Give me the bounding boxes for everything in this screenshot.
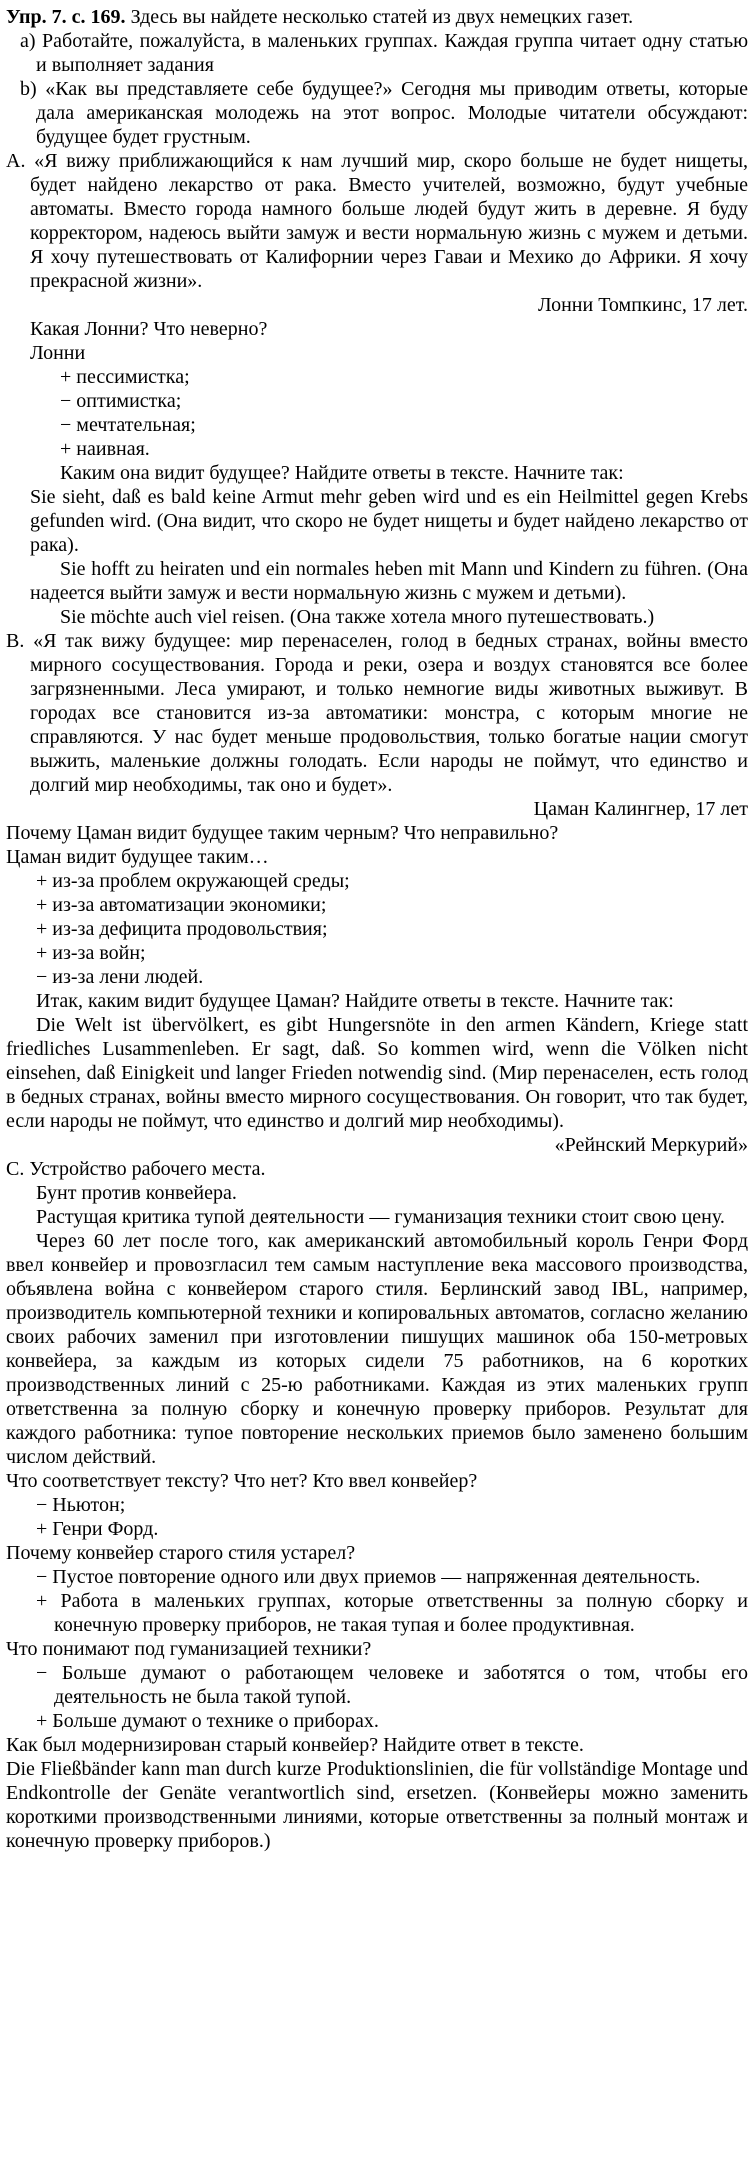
answer-option	[36, 917, 748, 941]
text-content: Sie hofft zu heiraten und ein normales heben mit Mann und Kindern zu führen. (Она надеется выйти замуж и вести нормальную жизнь с мужем и детьми).	[30, 558, 748, 604]
text-content: из-за войн;	[52, 942, 146, 964]
item-marker: +	[36, 918, 48, 940]
text-content: Почему конвейер старого стиля устарел?	[6, 1542, 356, 1564]
text-content: Лонни Томпкинс, 17 лет.	[538, 294, 748, 316]
exercise-header	[6, 5, 748, 29]
item-marker: +	[36, 894, 48, 916]
item-marker: −	[36, 1662, 48, 1684]
text-line	[30, 317, 748, 341]
attribution	[6, 293, 748, 317]
answer-option	[36, 941, 748, 965]
text-content: Здесь вы найдете несколько статей из двух немецких газет.	[130, 6, 634, 28]
text-content: Sie sieht, daß es bald keine Armut mehr geben wird und es ein Heilmittel gegen Krebs gefunden wird. (Она видит, что скоро не будет нищеты и будет найдено лекарство от рака).	[30, 486, 748, 556]
question-line	[6, 1637, 748, 1661]
text-content: мечтательная;	[76, 414, 196, 436]
answer-option	[36, 1661, 748, 1709]
item-marker: +	[36, 1590, 48, 1612]
text-content: Цаман видит будущее таким…	[6, 846, 269, 868]
text-content: Больше думают о технике о приборах.	[52, 1710, 379, 1732]
text-content: Пустое повторение одного или двух приемов — напряженная деятельность.	[52, 1566, 701, 1588]
text-content: Ньютон;	[52, 1494, 126, 1516]
attribution	[6, 797, 748, 821]
text-content: Итак, каким видит будущее Цаман? Найдите ответы в тексте. Начните так:	[36, 990, 674, 1012]
text-content: «Я вижу приближающийся к нам лучший мир, скоро больше не будет нищеты, будет найдено лекарство от рака. Вместо учителей, возможно, будут учебные автоматы. Вместо города намного больше людей будут жить в деревне. Я буду корректором, надеюсь выйти замуж и вести нормальную жизнь с мужем и детьми. Я хочу путешествовать от Калифорнии через Гаваи и Мехико до Африки. Я хочу прекрасной жизни».	[30, 150, 748, 292]
text-content: Какая Лонни? Что неверно?	[30, 318, 268, 340]
item-marker: A.	[6, 150, 26, 172]
text-content: Die Welt ist übervölkert, es gibt Hungersnöte in den armen Kändern, Kriege statt friedliches Lusammenleben. Er sagt, daß. So kommen wird, wenn die Völken nicht einsehen, daß Einigkeit und langer Frieden notwendig sind. (Мир перенаселен, есть голод в бедных странах, войны вместо мирного сосуществования. Он говорит, что так будет, если народы не поймут, что единство и долгий мир необходимы).	[6, 1014, 748, 1132]
answer-option	[36, 965, 748, 989]
question-line	[6, 1757, 748, 1853]
text-paragraph	[30, 605, 748, 629]
text-content: оптимистка;	[76, 390, 182, 412]
text-line	[30, 485, 748, 557]
task-item	[20, 29, 749, 77]
text-paragraph	[30, 557, 748, 605]
text-content: Работа в маленьких группах, которые ответственны за полную сборку и конечную проверку приборов, не такая тупая и более продуктивная.	[54, 1590, 749, 1636]
text-content: из-за проблем окружающей среды;	[52, 870, 350, 892]
item-marker: −	[36, 1566, 48, 1588]
item-marker: +	[36, 870, 48, 892]
text-paragraph	[6, 1013, 748, 1133]
item-marker: −	[36, 1494, 48, 1516]
text-content: пессимистка;	[76, 366, 190, 388]
answer-option	[60, 365, 748, 389]
exercise-number: Упр. 7. с. 169.	[6, 6, 126, 28]
item-marker: +	[36, 1710, 48, 1732]
text-content: Бунт против конвейера.	[36, 1182, 237, 1204]
answer-option	[36, 1589, 748, 1637]
item-marker: +	[36, 1518, 48, 1540]
task-item	[20, 77, 748, 149]
text-content: Что понимают под гуманизацией техники?	[6, 1638, 372, 1660]
question-line	[6, 845, 748, 869]
text-content: Через 60 лет после того, как американский автомобильный король Генри Форд ввел конвейер и провозгласил тем самым наступление века массового производства, объявлена война с конвейером старого стиля. Берлинский завод IBL, например, производитель компьютерной техники и копировальных автоматов, согласно желанию своих рабочих заменил при изготовлении пишущих машинок оба 150-метровых конвейера, за каждым из которых сидели 75 работников, на 6 коротких производственных линий с 25-ю работниками. Каждая из этих маленьких групп ответственна за полную сборку и конечную проверку приборов. Результат для каждого работника: тупое повторение нескольких приемов было заменено большим числом действий.	[6, 1230, 748, 1468]
answer-option	[36, 1565, 748, 1589]
text-line	[30, 341, 748, 365]
text-content: Генри Форд.	[52, 1518, 159, 1540]
text-content: «Рейнский Меркурий»	[554, 1134, 748, 1156]
answer-option	[36, 893, 748, 917]
text-content: из-за дефицита продовольствия;	[52, 918, 328, 940]
answer-option	[60, 437, 748, 461]
item-marker: +	[36, 942, 48, 964]
text-content: Каким она видит будущее? Найдите ответы в тексте. Начните так:	[60, 462, 624, 484]
text-content: из-за лени людей.	[52, 966, 204, 988]
article-item	[6, 149, 748, 293]
text-content: Больше думают о работающем человеке и заботятся о том, чтобы его деятельность не была такой тупой.	[54, 1662, 748, 1708]
text-content: Растущая критика тупой деятельности — гуманизация техники стоит свою цену.	[36, 1206, 725, 1228]
item-marker: a)	[20, 30, 36, 52]
answer-option	[60, 413, 748, 437]
item-marker: B.	[6, 630, 25, 652]
answer-option	[36, 1493, 748, 1517]
text-content: Цаман Калингнер, 17 лет	[533, 798, 748, 820]
item-marker: +	[60, 366, 72, 388]
question-line	[6, 1733, 748, 1757]
text-content: Лонни	[30, 342, 86, 364]
answer-option	[36, 869, 748, 893]
text-content: наивная.	[76, 438, 150, 460]
text-content: Устройство рабочего места.	[29, 1158, 266, 1180]
text-paragraph	[6, 989, 748, 1013]
question-line	[6, 1469, 748, 1493]
attribution	[6, 1133, 748, 1157]
text-paragraph	[6, 1205, 748, 1229]
answer-option	[36, 1517, 748, 1541]
question-line	[6, 821, 748, 845]
item-marker: −	[36, 966, 48, 988]
article-item	[6, 629, 749, 797]
text-paragraph	[30, 461, 748, 485]
text-content: «Как вы представляете себе будущее?» Сегодня мы приводим ответы, которые дала американская молодежь на этот вопрос. Молодые читатели обсуждают: будущее будет грустным.	[36, 78, 748, 148]
text-content: Почему Цаман видит будущее таким черным? Что неправильно?	[6, 822, 559, 844]
text-content: Sie möchte auch viel reisen. (Она также хотела много путешествовать.)	[60, 606, 655, 628]
item-marker: −	[60, 414, 72, 436]
text-content: из-за автоматизации экономики;	[52, 894, 327, 916]
item-marker: b)	[20, 78, 37, 100]
text-content: Работайте, пожалуйста, в маленьких группах. Каждая группа читает одну статью и выполняет задания	[36, 30, 749, 76]
article-item	[6, 1157, 748, 1181]
answer-option	[60, 389, 748, 413]
item-marker: −	[60, 390, 72, 412]
text-content: Die Fließbänder kann man durch kurze Produktionslinien, die für vollständige Montage und Endkontrolle der Genäte verantwortlich sind, ersetzen. (Конвейеры можно заменить короткими производственными линиями, которые ответственны за полный монтаж и конечную проверку приборов.)	[6, 1758, 748, 1852]
text-content: Как был модернизирован старый конвейер? Найдите ответ в тексте.	[6, 1734, 584, 1756]
text-content: Что соответствует тексту? Что нет? Кто ввел конвейер?	[6, 1470, 478, 1492]
text-paragraph	[6, 1181, 748, 1205]
item-marker: +	[60, 438, 72, 460]
text-content: «Я так вижу будущее: мир перенаселен, голод в бедных странах, войны вместо мирного сосуществования. Города и реки, озера и воздух становятся все более загрязненными. Леса умирают, и только немногие виды животных выживут. В городах все становится из-за автоматики: монстра, с которым многие не справляются. У нас будет меньше продовольствия, только богатые нации смогут выжить, маленькие должны голодать. Если народы не поймут, что единство и долгий мир необходимы, так оно и будет».	[30, 630, 749, 796]
text-paragraph	[6, 1229, 748, 1469]
question-line	[6, 1541, 748, 1565]
answer-option	[36, 1709, 748, 1733]
item-marker: C.	[6, 1158, 25, 1180]
